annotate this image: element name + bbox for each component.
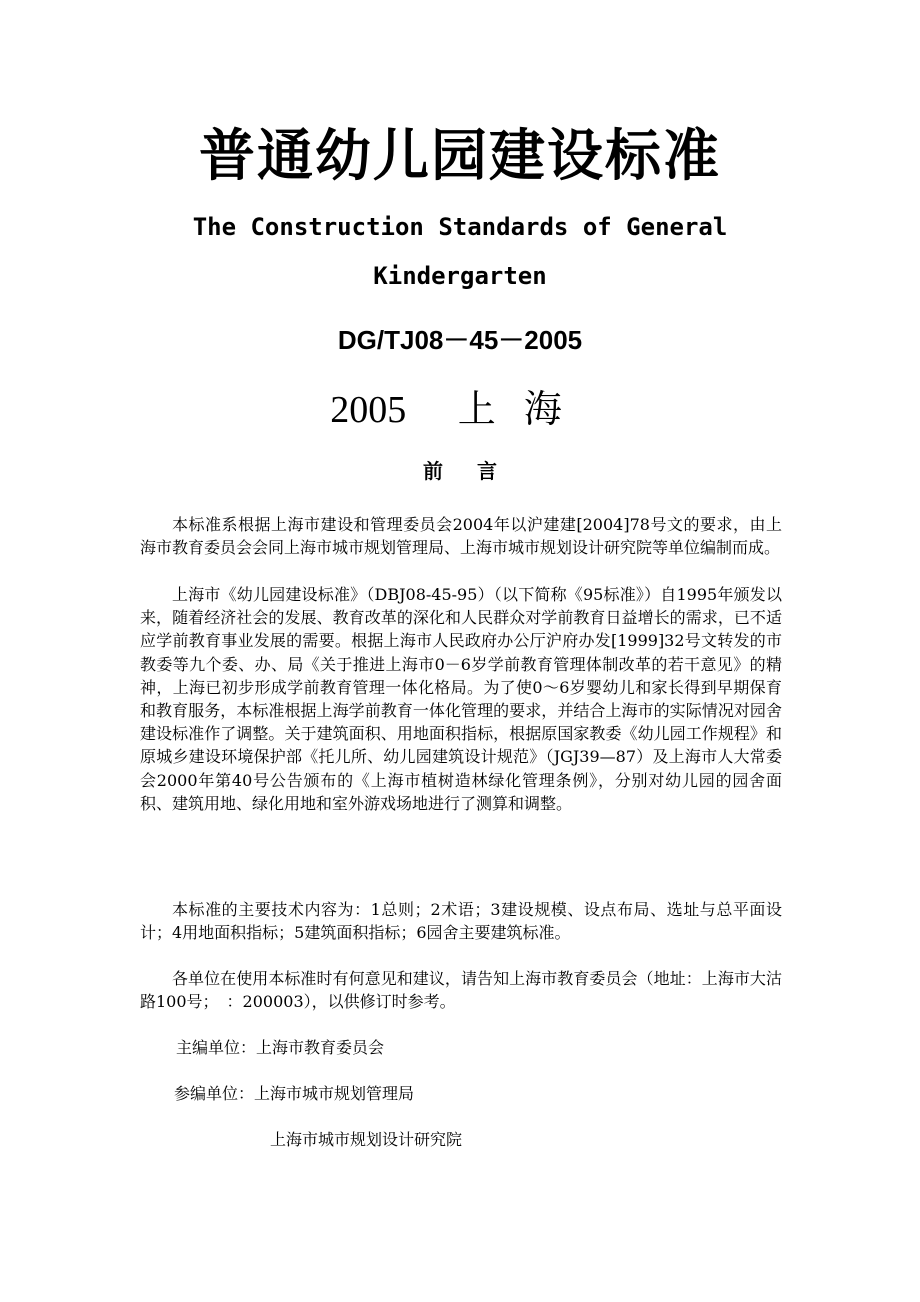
publication-place: 上海: [457, 389, 590, 431]
document-title-english-line-1: The Construction Standards of General: [192, 213, 728, 241]
document-title-english-line-2: Kindergarten: [373, 262, 547, 290]
publication-year: 2005: [330, 389, 407, 431]
preface-paragraph-4: 各单位在使用本标准时有何意见和建议，请告知上海市教育委员会（地址：上海市大沽路100号； ：200003），以供修订时参考。: [140, 969, 782, 1012]
preface-paragraph-3: 本标准的主要技术内容为：1总则；2术语；3建设规模、设点布局、选址与总平面设计；4用地面积指标；5建筑面积指标；6园舍主要建筑标准。: [140, 900, 782, 943]
standard-code: DG/TJ08－45－2005: [337, 325, 583, 355]
chief-editing-unit: 主编单位：上海市教育委员会: [176, 1038, 385, 1057]
participating-unit-1: 参编单位：上海市城市规划管理局: [174, 1084, 415, 1103]
participating-unit-2: 上海市城市规划设计研究院: [270, 1130, 463, 1149]
document-title-chinese: 普通幼儿园建设标准: [199, 123, 721, 189]
preface-paragraph-1: 本标准系根据上海市建设和管理委员会2004年以沪建建[2004]78号文的要求，由上海市教育委员会会同上海市城市规划管理局、上海市城市规划设计研究院等单位编制而成。: [140, 515, 782, 558]
preface-paragraph-2: 上海市《幼儿园建设标准》（DBJ08-45-95）（以下简称《95标准》）自1995年颁发以来，随着经济社会的发展、教育改革的深化和人民群众对学前教育日益增长的需求，已不适应学前教育事业发展的需要。根据上海市人民政府办公厅沪府办发[1999]32号文转发的市教委等九个委、办、局《关于推进上海市0－6岁学前教育管理体制改革的若干意见》的精神，上海已初步形成学前教育管理一体化格局。为了使0～6岁婴幼儿和家长得到早期保育和教育服务，本标准根据上海学前教育一体化管理的要求，并结合上海市的实际情况对园舍建设标准作了调整。关于建筑面积、用地面积指标，根据原国家教委《幼儿园工作规程》和原城乡建设环境保护部《托儿所、幼儿园建筑设计规范》（JGJ39—87）及上海市人大常委会2000年第40号公告颁布的《上海市植树造林绿化管理条例》，分别对幼儿园的园舍面积、建筑用地、绿化用地和室外游戏场地进行了测算和调整。: [140, 585, 782, 813]
year-and-place: [0, 378, 920, 433]
preface-heading: 前言: [423, 459, 531, 483]
